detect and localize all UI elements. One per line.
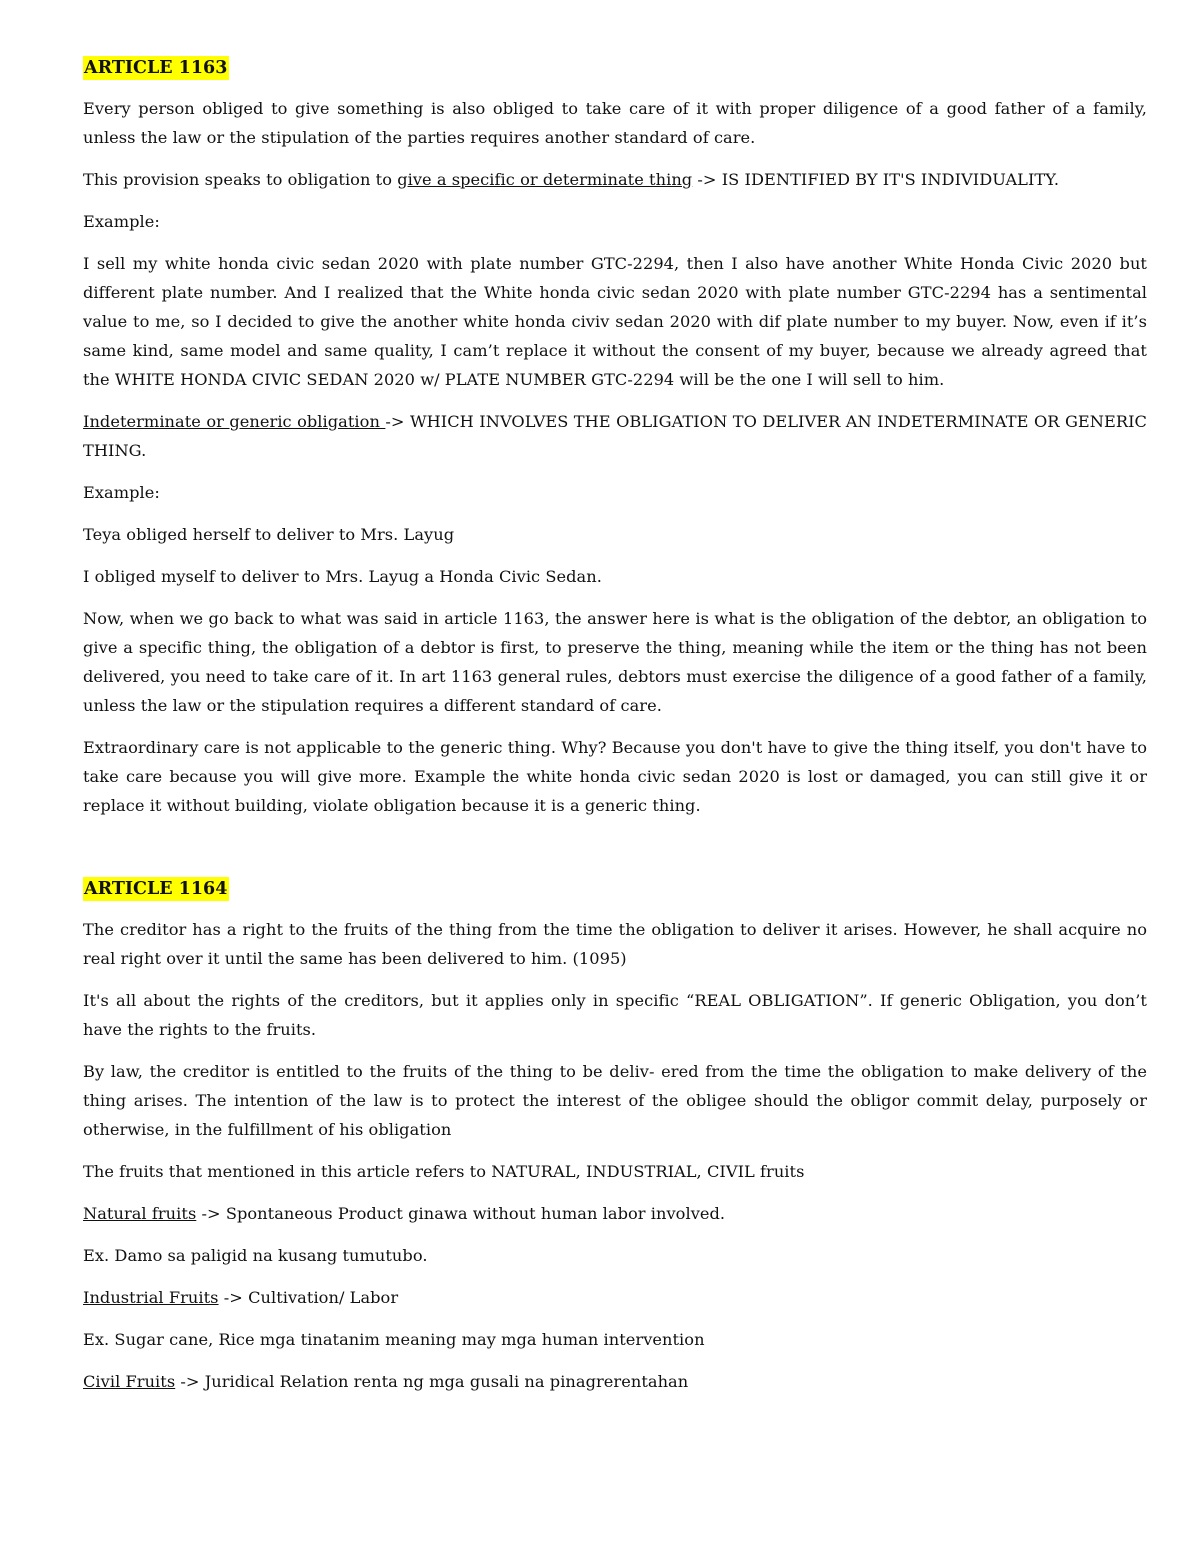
natural-fruits-example: Ex. Damo sa paligid na kusang tumutubo. [83, 1246, 428, 1265]
natural-fruits-paragraph [83, 1199, 1147, 1228]
example-label-2: Example: [83, 483, 160, 502]
industrial-fruits-example: Ex. Sugar cane, Rice mga tinatanim meaning may mga human intervention [83, 1330, 705, 1349]
example-label-1: Example: [83, 212, 160, 231]
article-1164-heading: ARTICLE 1164 [84, 879, 228, 899]
example-2-line-2: I obliged myself to deliver to Mrs. Layug a Honda Civic Sedan. [83, 567, 602, 586]
natural-fruits-definition: -> Spontaneous Product ginawa without human labor involved. [196, 1204, 726, 1223]
civil-fruits-definition: -> Juridical Relation renta ng mga gusali na pinagrerentahan [175, 1372, 689, 1391]
industrial-fruits-definition: -> Cultivation/ Labor [218, 1288, 399, 1307]
article-1163-heading: ARTICLE 1163 [84, 58, 228, 78]
section-spacer [83, 833, 1147, 877]
industrial-fruits-term: Industrial Fruits [83, 1288, 219, 1307]
example-text-1: I sell my white honda civic sedan 2020 with plate number GTC-2294, then I also have another White Honda Civic 2020 but different plate number. And I realized that the White honda civic sedan 2020 with plate number GTC-2294 has a sentimental value to me, so I decided to give the another white honda civiv sedan 2020 with dif plate number to my buyer. Now, even if it’s same kind, same model and same quality, I cam’t replace it without the consent of my buyer, because we already agreed that the WHITE HONDA CIVIC SEDAN 2020 w/ PLATE NUMBER GTC-2294 will be the one I will sell to him. [83, 254, 1147, 389]
creditor-rights-paragraph: It's all about the rights of the creditors, but it applies only in specific “REAL OBLIGATION”. If generic Obligation, you don’t have the rights to the fruits. [83, 991, 1147, 1039]
specific-thing-paragraph [83, 165, 1147, 194]
generic-obligation-paragraph [83, 407, 1147, 465]
debtor-obligation-paragraph: Now, when we go back to what was said in article 1163, the answer here is what is the obligation of the debtor, an obligation to give a specific thing, the obligation of a debtor is first, to preserve the thing, meaning while the item or the thing has not been delivered, you need to take care of it. In art 1163 general rules, debtors must exercise the diligence of a good father of a family, unless the law or the stipulation requires a different standard of care. [83, 609, 1147, 715]
specific-thing-term: give a specific or determinate thing [397, 170, 693, 189]
industrial-fruits-paragraph [83, 1283, 1147, 1312]
extraordinary-care-paragraph: Extraordinary care is not applicable to the generic thing. Why? Because you don't have to give the thing itself, you don't have to take care because you will give more. Example the white honda civic sedan 2020 is lost or damaged, you can still give it or replace it without building, violate obligation because it is a generic thing. [83, 738, 1147, 815]
by-law-paragraph: By law, the creditor is entitled to the fruits of the thing to be deliv- ered from the time the obligation to make delivery of the thing arises. The intention of the law is to protect the interest of the obligee should the obligor commit delay, purposely or otherwise, in the fulfillment of his obligation [83, 1062, 1147, 1139]
civil-fruits-term: Civil Fruits [83, 1372, 176, 1391]
civil-fruits-paragraph [83, 1367, 1147, 1396]
specific-thing-pre: This provision speaks to obligation to [83, 170, 398, 189]
generic-obligation-term: Indeterminate or generic obligation [83, 412, 386, 431]
natural-fruits-term: Natural fruits [83, 1204, 197, 1223]
generic-obligation-definition: -> WHICH INVOLVES THE OBLIGATION TO DELIVER AN INDETERMINATE OR GENERIC THING. [83, 412, 1147, 460]
document-page [83, 56, 1147, 1409]
specific-thing-post: -> IS IDENTIFIED BY IT'S INDIVIDUALITY. [692, 170, 1060, 189]
example-2-line-1: Teya obliged herself to deliver to Mrs. Layug [83, 525, 455, 544]
article-1164-text: The creditor has a right to the fruits of the thing from the time the obligation to deliver it arises. However, he shall acquire no real right over it until the same has been delivered to him. (1095) [83, 920, 1147, 968]
article-1163-text: Every person obliged to give something is also obliged to take care of it with proper diligence of a good father of a family, unless the law or the stipulation of the parties requires another standard of care. [83, 99, 1147, 147]
fruits-types-paragraph: The fruits that mentioned in this article refers to NATURAL, INDUSTRIAL, CIVIL fruits [83, 1162, 805, 1181]
